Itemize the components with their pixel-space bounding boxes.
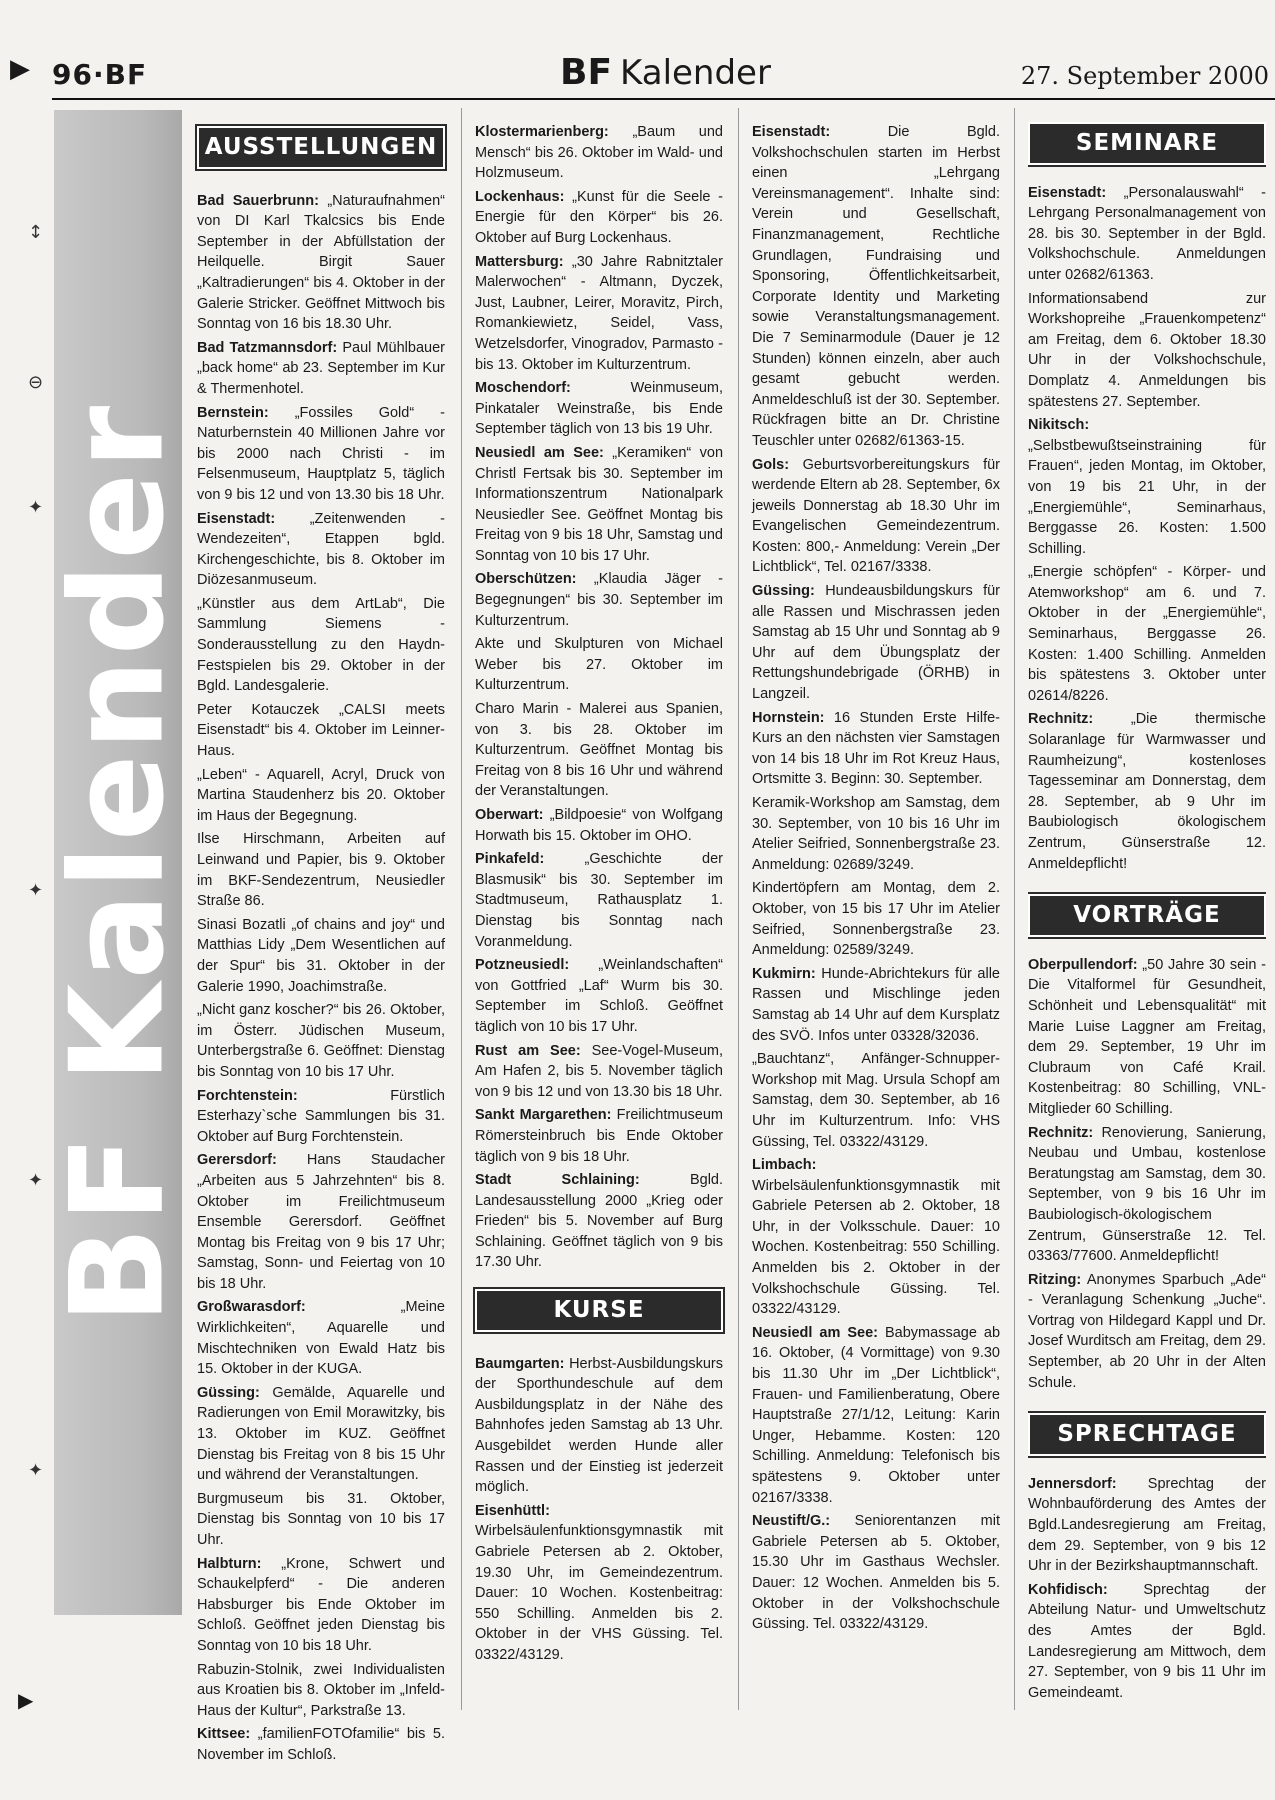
entry-place: Rust am See: [475, 1042, 581, 1059]
entry-place: Eisenhüttl: [475, 1502, 550, 1519]
entry-text: „Naturaufnahmen“ von DI Karl Tkalcsics bis Ende September in der Abfüllstation der Heilquelle. Birgit Sauer „Kaltradierungen“ bis 4. Oktober in der Galerie Stricker. Geöffnet Mittwoch bis Sonntag von 16 bis 18.30 Uhr. [197, 192, 446, 333]
entry-place: Bad Sauerbrunn: [197, 192, 319, 209]
issue-date: 27. September 2000 [1020, 62, 1269, 90]
entry-text: Hans Staudacher „Arbeiten aus 5 Jahrzehnten“ bis 8. Oktober im Freilichtmuseum Ensemble Gerersdorf. Geöffnet Montag bis Freitag von 9 bis 17 Uhr; Samstag, Sonn- und Feiertag von 10 bis 18 Uhr. [197, 1152, 446, 1292]
entry-list [1028, 955, 1266, 1393]
entry-text: Akte und Skulpturen von Michael Weber bis 27. Oktober im Kulturzentrum. [475, 636, 723, 694]
entry-place: Oberpullendorf: [1028, 956, 1138, 973]
list-item [1028, 955, 1266, 1120]
entry-list [1028, 183, 1266, 875]
list-item [752, 793, 1000, 875]
entry-text: „Bildpoesie“ von Wolfgang Horwath bis 15. Oktober im OHO. [475, 807, 723, 844]
entry-place: Jennersdorf: [1028, 1475, 1117, 1492]
entry-place: Gols: [752, 456, 790, 473]
list-item [475, 1501, 723, 1666]
entry-text: Hunde-Abrichtekurs für alle Rassen und Mischlinge jeden Samstag ab 14 Uhr auf dem Kursplatz des SVÖ. Infos unter 03328/32036. [752, 965, 1000, 1044]
entry-list [475, 1354, 723, 1666]
section-heading-ausstellungen: AUSSTELLUNGEN [197, 126, 445, 169]
entry-place: Oberschützen: [475, 571, 577, 588]
list-item [475, 699, 723, 802]
entry-text: Kindertöpfern am Montag, dem 2. Oktober, von 15 bis 17 Uhr im Atelier Seifried, Sonnenbergstraße 23. Anmeldung: 02589/3249. [752, 880, 1000, 959]
entry-list [475, 122, 723, 1273]
entry-text: „Baum und Mensch“ bis 26. Oktober im Wald- und Holzmuseum. [475, 124, 723, 182]
entry-place: Forchtenstein: [197, 1087, 298, 1104]
entry-text: „Krone, Schwert und Schaukelpferd“ - Die anderen Habsburger bis Ende Oktober im Schloß. Geöffnet jeden Dienstag bis Sonntag von 10 bis 18 Uhr. [197, 1555, 445, 1654]
list-item [475, 1354, 723, 1498]
section-heading-seminare: SEMINARE [1028, 122, 1266, 165]
list-item [752, 1511, 1000, 1635]
entry-text: „Nicht ganz koscher?“ bis 26. Oktober, im Österr. Jüdischen Museum, Unterbergstraße 6. Geöffnet: Dienstag bis Sonntag von 10 bis 17 Uhr. [197, 1002, 445, 1080]
header-rule [52, 98, 1275, 100]
list-item [752, 708, 1000, 790]
entry-place: Kukmirn: [752, 965, 816, 982]
list-item [197, 700, 445, 762]
section-heading-kurse: KURSE [475, 1289, 723, 1332]
list-item [197, 1554, 445, 1657]
column-ausstellungen-kurse [475, 122, 723, 1669]
list-item [475, 805, 723, 846]
section-heading-sprechtage: SPRECHTAGE [1028, 1413, 1266, 1456]
entry-text: „Selbstbewußtseinstraining für Frauen“, jeden Montag, im Oktober, von 19 bis 21 Uhr, in der „Energiemühle“, Seminarhaus, Berggasse 26. Kosten: 1.500 Schilling. [1028, 437, 1266, 557]
entry-list [1028, 1474, 1266, 1704]
list-item [1028, 1580, 1266, 1704]
list-item [197, 403, 445, 506]
entry-text: Sprechtag der Wohnbauförderung des Amtes der Bgld.Landesregierung am Freitag, dem 29. September, von 9 bis 12 Uhr in der Bezirkshauptmannschaft. [1028, 1475, 1266, 1575]
entry-text: Renovierung, Sanierung, Neubau und Umbau, kostenlose Beratungstag am Samstag, dem 30. September, von 9 bis 16 Uhr im Baubiologisch-ökologischem Zentrum, Günserstraße 12. Tel. 03363/77600. Anmeldepflicht! [1028, 1124, 1266, 1265]
margin-mark-icon: ✦ [28, 880, 44, 901]
entry-place: Potzneusiedl: [475, 957, 570, 974]
list-item [1028, 183, 1266, 286]
entry-text: „Energie schöpfen“ - Körper- und Atemworkshop“ am 6. und 7. Oktober in der „Energiemühle“, Seminarhaus, Berggasse 26. Kosten: 1.400 Schilling. Anmelden bis spätestens 3. Oktober unter 02614/8226. [1028, 564, 1266, 704]
entry-text: Babymassage ab 16. Oktober, (4 Vormittage) von 9.30 bis 11.30 Uhr im „Der Lichtblick“, Frauen- und Familienberatung, Obere Hauptstraße 27/1/12, Leitung: Karin Unger, Hebamme. Kosten: 120 Schilling. Anmeldung: Telefonisch bis spätestens 9. Oktober unter 02167/3338. [752, 1324, 1001, 1506]
entry-text: Weinmuseum, Pinkataler Weinstraße, bis Ende September täglich von 13 bis 19 Uhr. [475, 380, 723, 438]
list-item [1028, 1474, 1266, 1577]
margin-mark-icon: ↕ [28, 222, 44, 243]
entry-place: Eisenstadt: [197, 510, 276, 527]
brand-logo: BF [560, 52, 613, 93]
entry-place: Güssing: [752, 583, 815, 600]
list-item [752, 581, 1000, 705]
entry-text: „Fossiles Gold“ - Naturbernstein 40 Millionen Jahre vor bis 2000 nach Christi - im Felsenmuseum, Hauptplatz 5, täglich von 9 bis 12 und von 13.30 bis 18 Uhr. [197, 404, 445, 503]
list-item [197, 1489, 445, 1551]
list-item [475, 849, 723, 952]
entry-place: Oberwart: [475, 807, 544, 823]
list-item [475, 569, 723, 631]
entry-text: 16 Stunden Erste Hilfe-Kurs an den nächsten vier Samstagen von 14 bis 18 Uhr im Rot Kreuz Haus, Ortsmitte 3. Beginn: 30. September. [752, 709, 1000, 788]
list-item [1028, 1270, 1266, 1394]
list-item [752, 455, 1000, 579]
entry-place: Halbturn: [197, 1555, 262, 1572]
entry-text: „Geschichte der Blasmusik“ bis 30. September im Stadtmuseum, Rathausplatz 1. Dienstag bis Sonntag nach Voranmeldung. [475, 851, 723, 950]
list-item [752, 964, 1000, 1046]
column-divider [738, 108, 739, 1710]
entry-place: Stadt Schlaining: [475, 1172, 640, 1189]
list-item [475, 252, 723, 376]
entry-place: Moschendorf: [475, 380, 571, 397]
entry-text: Seniorentanzen mit Gabriele Petersen ab 5. Oktober, 15.30 Uhr im Gasthaus Wechsler. Dauer: 12 Wochen. Anmelden bis 5. Oktober in der Volkshochschule Güssing. Tel. 03322/43129. [752, 1513, 1001, 1633]
list-item [197, 1297, 445, 1379]
list-item [475, 1105, 723, 1167]
entry-place: Hornstein: [752, 709, 825, 726]
list-item [475, 1041, 723, 1103]
list-item [197, 1086, 445, 1148]
entry-place: Güssing: [197, 1384, 260, 1401]
entry-place: Ritzing: [1028, 1271, 1082, 1288]
entry-list [752, 122, 1000, 1635]
entry-place: Limbach: [752, 1157, 817, 1174]
entry-place: Neustift/G.: [752, 1513, 831, 1530]
list-item [1028, 289, 1266, 413]
list-item [475, 955, 723, 1037]
entry-text: „Künstler aus dem ArtLab“, Die Sammlung Siemens - Sonderausstellung zu den Haydn-Festspielen bis 29. Oktober in der Bgld. Landesgalerie. [197, 595, 445, 695]
list-item [752, 878, 1000, 960]
entry-place: Großwarasdorf: [197, 1299, 306, 1316]
entry-text: Gemälde, Aquarelle und Radierungen von Emil Morawitzky, bis 13. Oktober im KUZ. Geöffnet Dienstag bis Freitag von 8 bis 15 Uhr und während der Veranstaltungen. [197, 1384, 445, 1484]
entry-text: Die Bgld. Volkshochschulen starten im Herbst einen „Lehrgang Vereinsmanagement“. Inhalte sind: Verein und Gesellschaft, Finanzmanagement, Rechtliche Grundlagen, Fundraising und Sponsoring, Öffentlichkeitsarbeit, Corporate Identity und Marketing sowie Veranstaltungsmanagement. Die 7 Seminarmodule (Dauer je 12 Stunden) können einzeln, aber auch gesamt gebucht werden. Anmeldeschluß ist der 30. September. Rückfragen bitte an Dr. Christine Teuschler unter 02682/61363-15. [752, 124, 1000, 449]
entry-place: Kittsee: [197, 1726, 251, 1743]
list-item [475, 122, 723, 184]
section-heading-vortraege: VORTRÄGE [1028, 894, 1266, 937]
banner-title: BF Kalender [43, 401, 193, 1324]
entry-place: Sankt Margarethen: [475, 1107, 612, 1124]
margin-mark-icon: ⊖ [28, 372, 44, 393]
entry-text: „familienFOTOfamilie“ bis 5. November im Schloß. [197, 1726, 446, 1763]
entry-text: Keramik-Workshop am Samstag, dem 30. September, von 10 bis 16 Uhr im Atelier Seifried, Sonnenbergstraße 23. Anmeldung: 02689/3249. [752, 795, 1000, 873]
entry-text: Geburtsvorbereitungskurs für werdende Eltern ab 28. September, 6x jeweils Donnerstag ab 18.30 Uhr im Evangelischen Gemeindezentrum. Kosten: 800,- Anmeldung: Verein „Der Lichtblick“, Tel. 02167/3338. [752, 456, 1000, 576]
entry-text: Hundeausbildungskurs für alle Rassen und Mischrassen jeden Samstag ab 15 Uhr und Sonntag ab 9 Uhr auf dem Übungsplatz der Rettungshundebrigade (ÖRHB) in Langzeil. [752, 583, 1000, 703]
margin-mark-icon: ✦ [28, 1170, 44, 1191]
entry-text: „Weinlandschaften“ von Gottfried „Laf“ Wurm bis 30. September im Schloß. Geöffnet täglich von 10 bis 17 Uhr. [475, 957, 723, 1035]
margin-mark-icon: ✦ [28, 1460, 44, 1481]
list-item [1028, 709, 1266, 874]
entry-text: „30 Jahre Rabnitztaler Malerwochen“ - Altmann, Dyczek, Just, Laubner, Leirer, Moravitz, Pirch, Romankiewietz, Seidel, Vass, Wetzelsdorfer, Vinogradov, Parmasto - bis 13. Oktober im Kulturzentrum. [475, 253, 723, 373]
entry-place: Rechnitz: [1028, 1124, 1094, 1141]
list-item [197, 915, 445, 997]
entry-text: „Klaudia Jäger - Begegnungen“ bis 30. September im Kulturzentrum. [475, 571, 724, 629]
column-divider [1014, 108, 1015, 1710]
vertical-banner [43, 110, 193, 1615]
entry-text: Informationsabend zur Workshopreihe „Frauenkompetenz“ am Freitag, dem 6. Oktober 18.30 Uhr in der Volkshochschule, Domplatz 4. Anmeldungen bis spätestens 27. September. [1028, 290, 1266, 410]
entry-place: Klostermarienberg: [475, 124, 609, 140]
column-kurse [752, 122, 1000, 1638]
list-item [752, 122, 1000, 452]
list-item [197, 1150, 445, 1294]
entry-place: Mattersburg: [475, 253, 564, 270]
entry-place: Neusiedl am See: [752, 1324, 878, 1341]
column-divider [461, 108, 462, 1710]
entry-place: Eisenstadt: [1028, 184, 1107, 201]
entry-text: Anonymes Sparbuch „Ade“ - Veranlagung Schenkung „Juche“. Vortrag von Hildegard Kappl und Dr. Josef Wurditsch am Freitag, dem 29. September, ab 20 Uhr in der Alten Schule. [1028, 1271, 1266, 1391]
entry-text: „Meine Wirklichkeiten“, Aquarelle und Mischtechniken von Ewald Hatz bis 15. Oktober in der KUGA. [197, 1299, 445, 1378]
entry-text: Herbst-Ausbildungskurs der Sporthundeschule auf dem Ausbildungsplatz in der Nähe des Bahnhofes jeden Samstag ab 13 Uhr. Ausgebildet werden Hunde aller Rassen und der Einstieg ist jederzeit möglich. [475, 1355, 723, 1496]
entry-place: Nikitsch: [1028, 417, 1090, 434]
entry-text: Wirbelsäulenfunktionsgymnastik mit Gabriele Petersen ab 2. Oktober, 19.30 Uhr, im Gemeindezentrum. Dauer: 10 Wochen. Kostenbeitrag: 550 Schilling. Anmelden bis 2. Oktober in der VHS Güssing. Tel. 03322/43129. [475, 1523, 723, 1663]
entry-place: Baumgarten: [475, 1355, 565, 1372]
list-item [475, 1170, 723, 1273]
margin-mark-icon: ✦ [28, 497, 44, 518]
entry-text: „Bauchtanz“, Anfänger-Schnupper-Workshop mit Mag. Ursula Schopf am Samstag, dem 30. September, ab 16 Uhr im Kulturzentrum. Info: VHS Güssing, Tel. 03322/43129. [752, 1051, 1000, 1150]
entry-list [197, 191, 445, 1766]
entry-text: Sinasi Bozatli „of chains and joy“ und Matthias Lidy „Dem Wesentlichen auf der Spur“ bis 31. Oktober in der Galerie 1990, Joachimstraße. [197, 916, 445, 995]
list-item [752, 1323, 1000, 1508]
list-item [475, 443, 723, 567]
list-item [197, 594, 445, 697]
entry-place: Pinkafeld: [475, 851, 545, 868]
entry-text: Paul Mühlbauer „back home“ ab 23. September im Kur & Thermenhotel. [197, 339, 445, 397]
entry-text: Bgld. Landesausstellung 2000 „Krieg oder Frieden“ bis 5. November auf Burg Schlaining. Geöffnet täglich von 9 bis 17.30 Uhr. [475, 1172, 724, 1271]
entry-text: Burgmuseum bis 31. Oktober, Dienstag bis Sonntag von 10 bis 17 Uhr. [197, 1490, 445, 1548]
list-item [752, 1155, 1000, 1320]
list-item [197, 1000, 445, 1082]
list-item [475, 634, 723, 696]
list-item [197, 338, 445, 400]
entry-text: „Kunst für die Seele - Energie für den Körper“ bis 26. Oktober auf Burg Lockenhaus. [475, 188, 723, 246]
entry-place: Bernstein: [197, 404, 269, 421]
list-item [197, 765, 445, 827]
entry-place: Neusiedl am See: [475, 444, 604, 461]
list-item [1028, 415, 1266, 559]
entry-text: „Personalauswahl“ - Lehrgang Personalmanagement von 28. bis 30. September in der Bgld. Volkshochschule. Anmeldungen unter 02682/61363. [1028, 184, 1266, 283]
entry-place: Eisenstadt: [752, 124, 831, 140]
entry-text: „Keramiken“ von Christl Fertsak bis 30. September im Informationszentrum Nationalpark Neusiedler See. Geöffnet Montag bis Freitag von 9 bis 18 Uhr, Samstag und Sonntag von 10 bis 17 Uhr. [475, 444, 724, 564]
list-item [197, 191, 445, 335]
list-item [197, 1383, 445, 1486]
entry-text: „50 Jahre 30 sein - Die Vitalformel für Gesundheit, Schönheit und Lebensqualität“ mit Marie Luise Laggner am Freitag, dem 29. September, 19 Uhr im Clubraum von Café Krail. Kostenbeitrag: 80 Schilling, VNL-Mitglieder 60 Schilling. [1028, 956, 1266, 1117]
entry-text: Charo Marin - Malerei aus Spanien, von 3. bis 28. Oktober im Kulturzentrum. Geöffnet Montag bis Freitag von 8 bis 16 Uhr und während der Veranstaltungen. [475, 701, 723, 800]
list-item [197, 1660, 445, 1722]
list-item [1028, 562, 1266, 706]
list-item [1028, 1123, 1266, 1267]
list-item [197, 1724, 445, 1765]
entry-text: „Zeitenwenden - Wendezeiten“, Etappen bgld. Kirchengeschichte, bis 8. Oktober im Diözesanmuseum. [197, 510, 446, 589]
page-number: 96·BF [52, 58, 148, 91]
entry-place: Rechnitz: [1028, 711, 1094, 728]
entry-place: Kohfidisch: [1028, 1581, 1108, 1598]
list-item [197, 509, 445, 591]
entry-text: Sprechtag der Abteilung Natur- und Umweltschutz des Amtes der Bgld. Landesregierung am Mittwoch, dem 27. September, von 9 bis 11 Uhr im Gemeindeamt. [1028, 1581, 1266, 1701]
entry-text: Fürstlich Esterhazy`sche Sammlungen bis 31. Oktober auf Burg Forchtenstein. [197, 1087, 445, 1145]
entry-text: Freilichtmuseum Römersteinbruch bis Ende Oktober täglich von 9 bis 18 Uhr. [475, 1107, 723, 1165]
entry-text: See-Vogel-Museum, Am Hafen 2, bis 5. November täglich von 9 bis 12 und von 13.30 bis 18 Uhr. [475, 1042, 723, 1100]
list-item [197, 829, 445, 911]
entry-text: Ilse Hirschmann, Arbeiten auf Leinwand und Papier, bis 9. Oktober im BKF-Sendezentrum, Neusiedler Straße 86. [197, 831, 445, 910]
entry-text: Wirbelsäulenfunktionsgymnastik mit Gabriele Petersen ab 2. Oktober, 18 Uhr, in der Volksschule. Dauer: 10 Wochen. Kostenbeitrag: 550 Schilling. Anmelden bis 2. Oktober in der Volkshochschule Güssing. Tel. 03322/43129. [752, 1177, 1000, 1318]
entry-place: Bad Tatzmannsdorf: [197, 339, 338, 356]
entry-place: Gerersdorf: [197, 1152, 277, 1169]
entry-place: Lockenhaus: [475, 188, 565, 205]
section-title: Kalender [620, 53, 771, 93]
list-item [752, 1049, 1000, 1152]
entry-text: Peter Kotauczek „CALSI meets Eisenstadt“ bis 4. Oktober im Leinner-Haus. [197, 701, 445, 760]
page-marker-arrow-icon: ▶ [18, 1688, 34, 1712]
list-item [475, 187, 723, 249]
entry-text: „Leben“ - Aquarell, Acryl, Druck von Martina Staudenherz bis 20. Oktober im Haus der Begegnung. [197, 766, 445, 824]
page-title [560, 52, 771, 93]
column-seminare [1028, 122, 1266, 1792]
list-item [475, 378, 723, 440]
page-marker-arrow-icon: ▶ [10, 54, 30, 84]
entry-text: „Die thermische Solaranlage für Warmwasser und Raumheizung“, kostenloses Tagesseminar am Donnerstag, dem 28. September, ab 9 Uhr im Baubiologisch ökologischem Zentrum, Günserstraße 12. Anmeldepflicht! [1028, 711, 1266, 872]
column-ausstellungen [197, 122, 445, 1769]
entry-text: Rabuzin-Stolnik, zwei Individualisten aus Kroatien bis 8. Oktober im „Infeld-Haus der Kultur“, Parkstraße 13. [197, 1661, 445, 1719]
